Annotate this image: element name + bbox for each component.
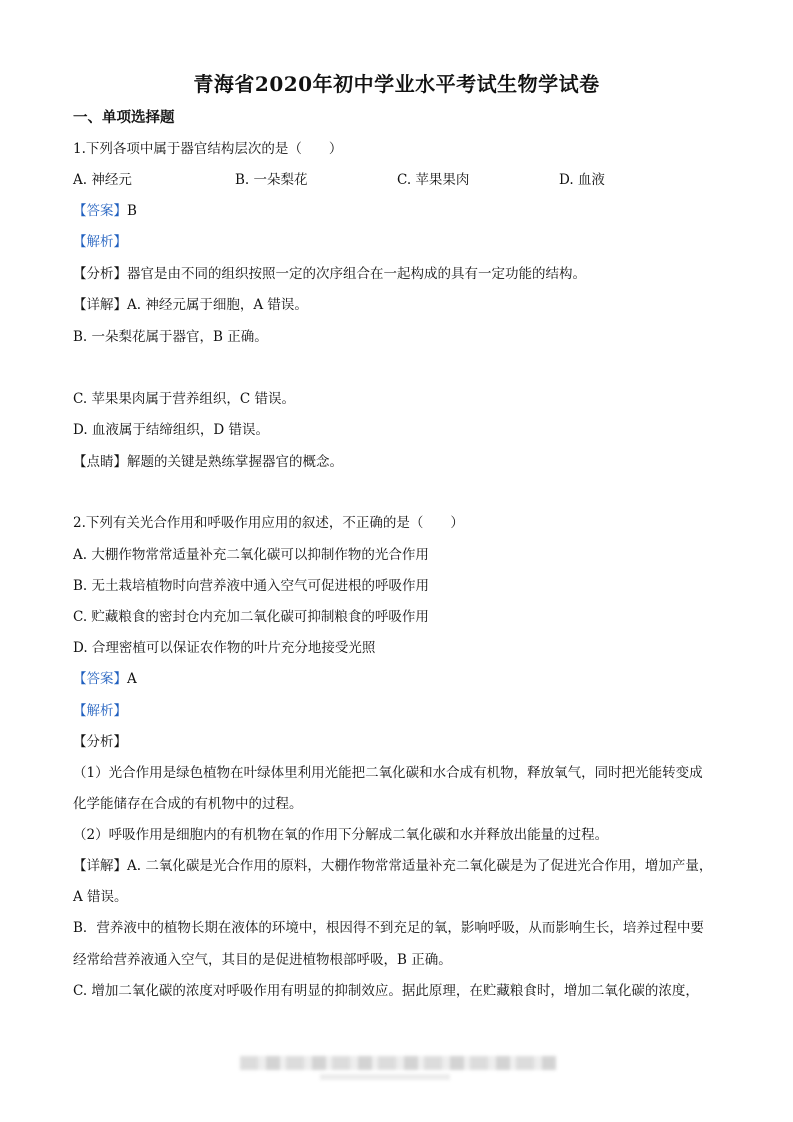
q2-para-1a: （1）光合作用是绿色植物在叶绿体里利用光能把二氧化碳和水合成有机物，释放氧气，同时把光能转变成	[73, 765, 703, 781]
blurred-watermark	[240, 1056, 556, 1070]
q2-option-d: D. 合理密植可以保证农作物的叶片充分地接受光照	[73, 640, 376, 656]
q1-option-d: D. 血液	[559, 172, 605, 188]
q2-option-b: B. 无土栽培植物时向营养液中通入空气可促进根的呼吸作用	[73, 578, 430, 594]
answer-tag: 【答案】	[73, 203, 127, 219]
q1-line-b: B. 一朵梨花属于器官，B 正确。	[73, 329, 268, 345]
q2-xiangjie-a1: 【详解】A. 二氧化碳是光合作用的原料，大棚作物常常适量补充二氧化碳是为了促进光合作用，增加产量，	[73, 858, 713, 874]
q2-para-1b: 化学能储存在合成的有机物中的过程。	[73, 796, 303, 812]
q1-option-a: A. 神经元	[73, 172, 132, 188]
blurred-watermark-line	[320, 1074, 450, 1080]
q1-dianjing: 【点睛】解题的关键是熟练掌握器官的概念。	[73, 454, 343, 470]
q1-analysis-tag: 【解析】	[73, 234, 127, 250]
q1-option-c: C. 苹果果肉	[397, 172, 470, 188]
q1-answer	[73, 201, 137, 221]
q2-xiangjie-b2: 经常给营养液通入空气，其目的是促进植物根部呼吸，B 正确。	[73, 952, 452, 968]
answer-tag: 【答案】	[73, 671, 127, 687]
q2-fenxi-tag: 【分析】	[73, 734, 127, 750]
q2-answer	[73, 669, 137, 689]
q2-xiangjie-b1: B．营养液中的植物长期在液体的环境中，根因得不到充足的氧，影响呼吸，从而影响生长，培养过程中要	[73, 920, 704, 936]
q1-xiangjie: 【详解】A. 神经元属于细胞，A 错误。	[73, 297, 308, 313]
q1-line-c: C. 苹果果肉属于营养组织，C 错误。	[73, 391, 296, 407]
q1-fenxi: 【分析】器官是由不同的组织按照一定的次序组合在一起构成的具有一定功能的结构。	[73, 266, 586, 282]
page-title: 青海省2020年初中学业水平考试生物学试卷	[193, 72, 600, 96]
q1-option-b: B. 一朵梨花	[235, 172, 308, 188]
answer-value: A	[127, 671, 137, 687]
q2-xiangjie-c1: C. 增加二氧化碳的浓度对呼吸作用有明显的抑制效应。据此原理，在贮藏粮食时，增加二氧化碳的浓度，	[73, 983, 699, 999]
section-heading: 一、单项选择题	[73, 109, 175, 126]
q2-xiangjie-a2: A 错误。	[73, 889, 128, 905]
q2-option-a: A. 大棚作物常常适量补充二氧化碳可以抑制作物的光合作用	[73, 547, 429, 563]
q2-analysis-tag: 【解析】	[73, 703, 127, 719]
question-1-stem: 1.下列各项中属于器官结构层次的是（ ）	[73, 141, 343, 157]
question-2-stem: 2.下列有关光合作用和呼吸作用应用的叙述，不正确的是（ ）	[73, 515, 464, 531]
q2-para-2: （2）呼吸作用是细胞内的有机物在氧的作用下分解成二氧化碳和水并释放出能量的过程。	[73, 827, 609, 843]
q1-line-d: D. 血液属于结缔组织，D 错误。	[73, 422, 270, 438]
answer-value: B	[127, 203, 137, 219]
q2-option-c: C. 贮藏粮食的密封仓内充加二氧化碳可抑制粮食的呼吸作用	[73, 609, 429, 625]
